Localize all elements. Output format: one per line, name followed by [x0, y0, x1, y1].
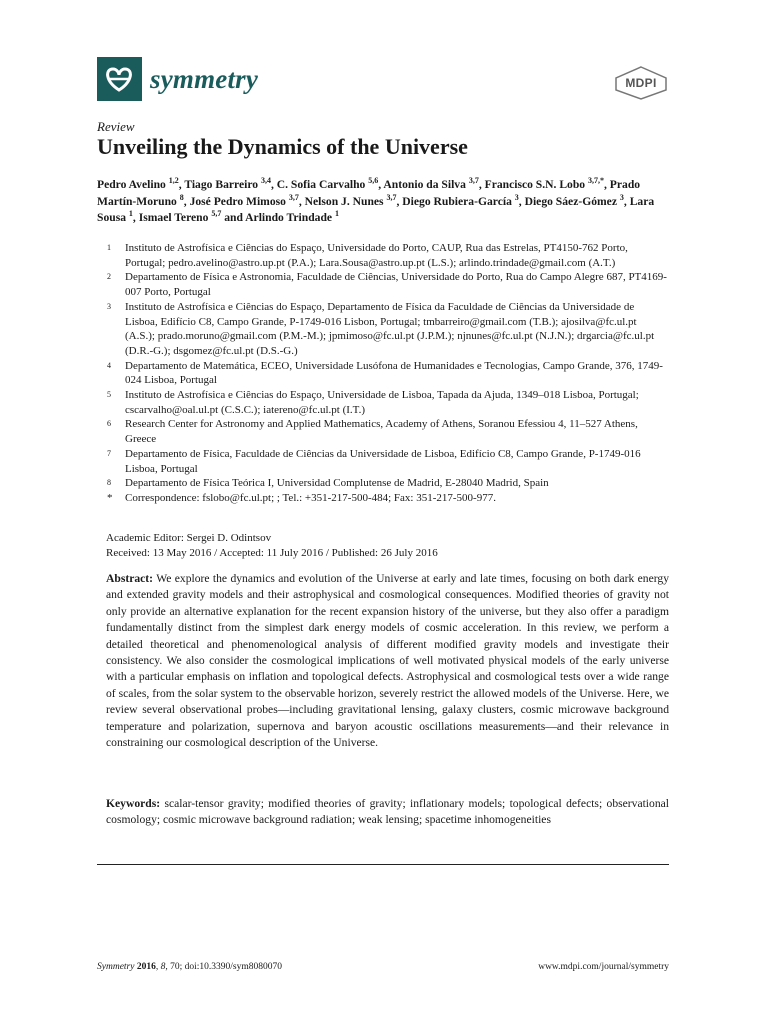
author-name: Nelson J. Nunes — [304, 194, 384, 208]
publisher-name: MDPI — [625, 76, 657, 90]
footer-volume: 8 — [160, 962, 166, 972]
author-name: Diego Rubiera-García — [402, 194, 512, 208]
author-affiliation-sup: 1,2 — [168, 176, 179, 186]
author-separator: , — [178, 178, 185, 191]
footer-year: 2016 — [136, 962, 156, 972]
footer-journal: Symmetry — [97, 962, 135, 972]
author-name: Lara Sousa — [97, 194, 655, 224]
journal-name: symmetry — [150, 64, 259, 94]
author-affiliation-sup: 5,6 — [368, 176, 379, 186]
author-affiliation-sup: 3 — [619, 192, 624, 202]
author-affiliation-sup: 3 — [514, 192, 519, 202]
affiliation-number: 1 — [107, 243, 111, 252]
author-name: Tiago Barreiro — [184, 178, 259, 191]
affiliation-item — [97, 417, 669, 446]
affiliation-item — [97, 300, 669, 359]
author-separator: and — [221, 211, 246, 224]
affiliation-text: Departamento de Matemática, ECEO, Universidade Lusófona de Humanidades e Tecnologias, Campo Grande, 376, 1749-024 Lisboa, Portugal — [125, 359, 663, 387]
abstract-text: We explore the dynamics and evolution of the Universe at early and late times, focusing on both dark energy and extended gravity models and their astrophysical and cosmological consequences. Modified theories of gravity not only provide an alternative explanation for the recent expansion history of the universe, but they also offer a paradigm fundamentally distinct from the simplest dark energy models of cosmic acceleration. In this review, we perform a detailed theoretical and phenomenological analysis of different modified gravity models and investigate their consistency. We also consider the cosmological implications of well motivated physical models of the early universe with a particular emphasis on inflation and topological defects. Astrophysical and cosmological tests over a wide range of scales, from the solar system to the observable horizon, severely restrict the allowed models of the Universe. Here, we review several observational probes—including gravitational lensing, galaxy clusters, cosmic microwave background temperature and polarization, supernova and baryon acoustic oscillations measurements—and their relevance in constraining our cosmological description of the Universe. — [106, 572, 669, 750]
affiliation-item — [97, 388, 669, 417]
author-affiliation-sup: 3,7,* — [588, 176, 604, 186]
affiliation-number: 3 — [107, 301, 111, 311]
affiliation-number: 7 — [107, 448, 111, 458]
author-affiliation-sup: 3,7 — [386, 192, 397, 202]
author-name: Ismael Tereno — [138, 211, 209, 224]
footer-citation: , 70; doi:10.3390/sym8080070 — [165, 962, 282, 972]
author-separator: , — [132, 211, 139, 224]
article-title: Unveiling the Dynamics of the Universe — [97, 134, 468, 159]
author-separator: , — [396, 194, 403, 208]
author-separator: , — [378, 178, 384, 191]
affiliation-item — [97, 476, 669, 491]
affiliation-number: 8 — [107, 478, 111, 488]
affiliation-number: 6 — [107, 419, 111, 429]
author-name: Arlindo Trindade — [245, 211, 333, 224]
affiliation-text: Research Center for Astronomy and Applied Mathematics, Academy of Athens, Soranou Efessiou 4, 11–527 Athens, Greece — [125, 418, 638, 446]
keywords-label: Keywords: — [106, 797, 161, 810]
citation-footer: Symmetry 2016, 8, 70; doi:10.3390/sym8080070 — [97, 962, 282, 972]
author-name: Diego Sáez-Gómez — [524, 194, 617, 208]
author-separator: , — [478, 178, 485, 191]
journal-logo-icon — [97, 57, 142, 101]
author-affiliation-sup: 5,7 — [211, 209, 222, 219]
author-name: Prado Martín-Moruno — [97, 178, 641, 208]
affiliation-item — [97, 447, 669, 476]
affiliation-list — [97, 241, 669, 506]
publication-meta — [106, 531, 438, 560]
affiliation-text: Instituto de Astrofísica e Ciências do Espaço, Departamento de Física da Faculdade de Ciências da Universidade de Lisboa, Edifício C8, Campo Grande, P-1749-016 Lisbon, Portugal; tmbarreiro@gmail.com (T.B.); ajosilva@fc.ul.pt (A.S.); prado.moruno@gmail.com (P.M.-M.); jpmimoso@fc.ul.pt (J.P.M.); njnunes@fc.ul.pt (N.J.N.); drgarcia@fc.ul.pt (D.R.-G.); dsgomez@fc.ul.pt (D.S.-G.) — [125, 300, 655, 357]
article-type: Review — [97, 119, 135, 134]
affiliation-number: 2 — [107, 272, 111, 282]
author-separator: , — [604, 178, 610, 191]
affiliation-number: * — [107, 491, 113, 504]
divider — [97, 864, 669, 865]
author-separator: , — [298, 194, 305, 208]
abstract — [106, 571, 669, 751]
author-affiliation-sup: 1 — [334, 209, 339, 219]
affiliation-text: Departamento de Física e Astronomia, Faculdade de Ciências, Universidade do Porto, Rua do Campo Alegre 687, PT4169-007 Porto, Portugal — [125, 271, 667, 299]
affiliation-text: Correspondence: fslobo@fc.ul.pt; ; Tel.: +351-217-500-484; Fax: 351-217-500-977. — [125, 491, 496, 504]
author-list — [97, 177, 669, 227]
author-name: C. Sofia Carvalho — [276, 178, 366, 191]
publication-dates: Received: 13 May 2016 / Accepted: 11 July 2016 / Published: 26 July 2016 — [106, 546, 438, 559]
affiliation-item — [97, 241, 669, 270]
author-affiliation-sup: 8 — [179, 192, 184, 202]
author-name: Pedro Avelino — [97, 178, 166, 191]
keywords — [106, 796, 669, 829]
author-name: José Pedro Mimoso — [189, 194, 286, 208]
author-affiliation-sup: 1 — [128, 209, 133, 219]
affiliation-item — [97, 491, 669, 506]
publisher-logo — [614, 66, 668, 100]
author-affiliation-sup: 3,7 — [468, 176, 479, 186]
journal-url-link[interactable]: www.mdpi.com/journal/symmetry — [538, 962, 669, 972]
author-separator: , — [270, 178, 277, 191]
author-affiliation-sup: 3,7 — [288, 192, 299, 202]
keywords-text: scalar-tensor gravity; modified theories of gravity; inflationary models; topological defects; observational cosmology; cosmic microwave background radiation; weak lensing; spacetime inhomogeneities — [106, 797, 669, 827]
author-affiliation-sup: 3,4 — [260, 176, 271, 186]
affiliation-text: Instituto de Astrofísica e Ciências do Espaço, Universidade do Porto, CAUP, Rua das Estrelas, PT4150-762 Porto, Portugal; pedro.avelino@astro.up.pt (P.A.); Lara.Sousa@astro.up.pt (L.S.); arlindo.trindade@gmail.com (A.T.) — [125, 242, 628, 269]
affiliation-item — [97, 270, 669, 299]
author-separator: , — [518, 194, 525, 208]
affiliation-number: 4 — [107, 360, 111, 370]
affiliation-number: 5 — [107, 390, 111, 400]
author-name: Francisco S.N. Lobo — [484, 178, 586, 191]
abstract-label: Abstract: — [106, 572, 154, 585]
affiliation-text: Instituto de Astrofísica e Ciências do Espaço, Universidade de Lisboa, Tapada da Ajuda, 1349–018 Lisboa, Portugal; cscarvalho@oal.ul.pt (C.S.C.); iatereno@fc.ul.pt (I.T.) — [125, 389, 639, 416]
affiliation-text: Departamento de Física Teórica I, Universidad Complutense de Madrid, E-28040 Madrid, Spain — [125, 477, 549, 490]
academic-editor: Academic Editor: Sergei D. Odintsov — [106, 532, 272, 544]
affiliation-item — [97, 359, 669, 388]
author-separator: , — [623, 194, 630, 208]
author-name: Antonio da Silva — [383, 178, 466, 191]
affiliation-text: Departamento de Física, Faculdade de Ciências da Universidade de Lisboa, Edifício C8, Campo Grande, P-1749-016 Lisboa, Portugal — [125, 447, 641, 475]
author-separator: , — [183, 194, 190, 208]
